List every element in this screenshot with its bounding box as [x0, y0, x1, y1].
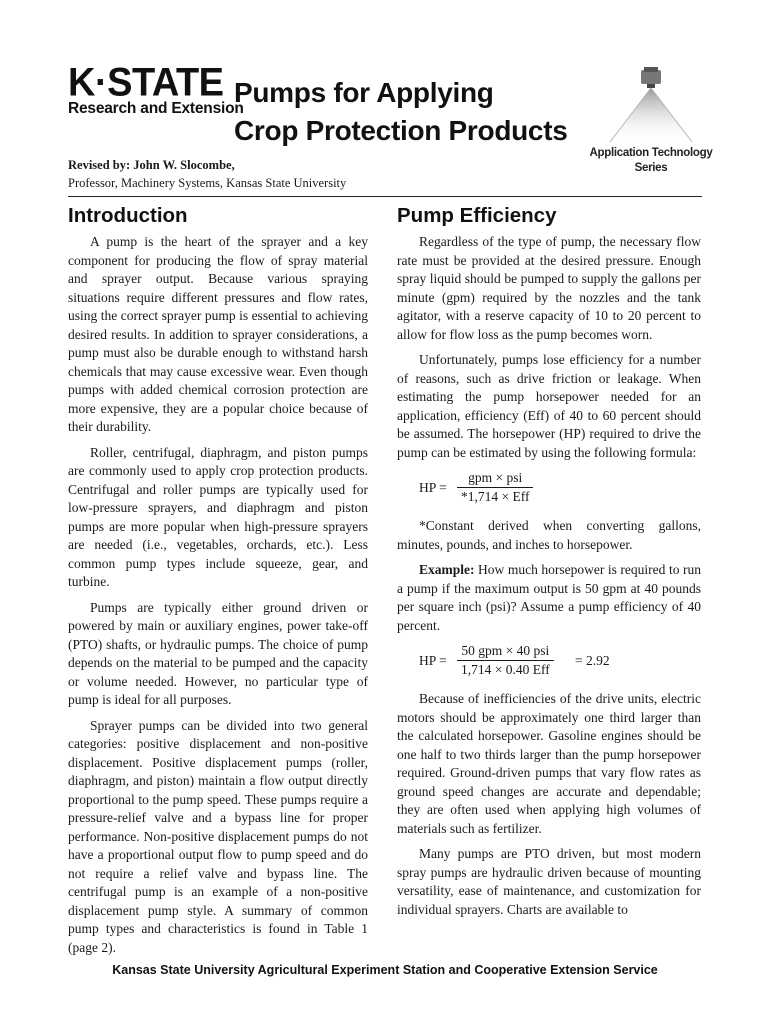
efficiency-paragraph-4: Many pumps are PTO driven, but most modern spray pumps are hydraulic driven because of mounting versatility, ease of maintenance, and customization for individual sprayers. Charts are available to — [397, 846, 701, 917]
document-title — [234, 74, 568, 150]
formula-denominator: *1,714 × Eff — [461, 489, 530, 504]
horsepower-formula — [419, 469, 701, 507]
revision-credit — [68, 156, 346, 192]
example-formula-result: = 2.92 — [575, 653, 610, 668]
formula-numerator: gpm × psi — [457, 469, 533, 488]
intro-paragraph-1: A pump is the heart of the sprayer and a key component for producing the flow of spray material and sprayer output. Because various spraying situations require different pressures and flow rates, using the correct sprayer pump is essential to achieving desired results. In addition to sprayer considerations, a pump must also be durable enough to withstand harsh chemicals that may cause excessive wear. Even though pumps with added chemical corrosion protection are more expensive, they are a popular choice because of their durability. — [68, 234, 368, 434]
example-formula-fraction — [457, 642, 554, 679]
example-paragraph — [397, 561, 701, 635]
kstate-logo — [68, 60, 244, 118]
right-column — [397, 203, 701, 926]
intro-paragraph-2: Roller, centrifugal, diaphragm, and piston pumps are commonly used to apply crop protection products. Centrifugal and roller pumps are typically used for low-pressure sprayers, and diaphragm and piston pumps are more popular when high-pressure sprayers are needed (i.e., vegetables, orchards, etc.). Less common pump types include squeeze, gear, and turbine. — [68, 444, 368, 589]
author-title: Professor, Machinery Systems, Kansas State University — [68, 176, 347, 190]
efficiency-paragraph-2: Unfortunately, pumps lose efficiency for a number of reasons, such as drive friction or leakage. When estimating the pump horsepower needed for an application, efficiency (Eff) of 40 to 60 percent should be assumed. The horsepower (HP) required to drive the pump can be estimated by using the following formula: — [397, 352, 701, 460]
header-divider — [68, 196, 702, 197]
example-label: Example: — [419, 562, 475, 577]
revised-by: Revised by: John W. Slocombe, — [68, 158, 235, 172]
application-technology-series — [586, 64, 716, 184]
intro-paragraph-4: Sprayer pumps can be divided into two general categories: positive displacement and non-positive displacement. Positive displacement pumps (roller, diaphragm, and piston) maintain a flow output directly proportional to the pump speed. These pumps require a pressure-relief valve and a bypass line for proper performance. Non-positive displacement pumps do not have a proportional output flow to pump speed and do not require a relief valve and bypass line. The centrifugal pump is an example of a non-positive displacement pump style. A summary of common pump types and characteristics is found in Table 1 (page 2). — [68, 717, 368, 955]
example-formula-denominator: 1,714 × 0.40 Eff — [461, 662, 550, 677]
formula-fraction — [457, 469, 533, 506]
series-label-line-2: Series — [634, 162, 668, 174]
efficiency-paragraph-3: Because of inefficiencies of the drive units, electric motors should be approximately one third larger than the calculated horsepower. Gasoline engines should be one half to two thirds larger than the pump horsepower required. Ground-driven pumps that vary flow rates as ground speed changes are accurate and dependable; they are often used when applying high volumes of materials such as fertilizer. — [397, 691, 701, 836]
formula-lhs: HP = — [419, 480, 447, 495]
title-line-2: Crop Protection Products — [234, 115, 568, 146]
intro-paragraph-3: Pumps are typically either ground driven or powered by main or auxiliary engines, power take-off (PTO) shafts, or hydraulic pumps. The choice of pump depends on the material to be pumped and the capacity or volume needed. However, no particular type of pump is ideal for all purposes. — [68, 599, 368, 707]
efficiency-paragraph-1: Regardless of the type of pump, the necessary flow rate must be provided at the desired pressure. Enough spray liquid should be pumped to supply the gallons per minute (gpm) required by the nozzles and the tank agitator, with a reserve capacity of 10 to 20 percent to allow for flow loss as the pump becomes worn. — [397, 234, 701, 342]
left-column — [68, 203, 368, 964]
example-formula — [419, 642, 701, 680]
example-formula-lhs: HP = — [419, 653, 447, 668]
logo-subtitle: Research and Extension — [68, 100, 244, 117]
example-text: How much horsepower is required to run a pump if the maximum output is 50 gpm at 40 pounds per square inch (psi)? Assume a pump efficiency of 40 percent. — [397, 562, 701, 633]
series-label — [586, 146, 716, 176]
pump-efficiency-heading: Pump Efficiency — [397, 204, 557, 227]
logo-wordmark: K·STATE — [68, 60, 224, 105]
title-line-1: Pumps for Applying — [234, 77, 494, 108]
introduction-heading: Introduction — [68, 204, 188, 227]
publisher-footer: Kansas State University Agricultural Experiment Station and Cooperative Extension Service — [112, 963, 658, 977]
constant-note: *Constant derived when converting gallons, minutes, pounds, and inches to horsepower. — [397, 518, 701, 552]
example-formula-numerator: 50 gpm × 40 psi — [457, 642, 554, 661]
sprayer-nozzle-icon — [586, 64, 716, 146]
series-label-line-1: Application Technology — [589, 147, 713, 159]
